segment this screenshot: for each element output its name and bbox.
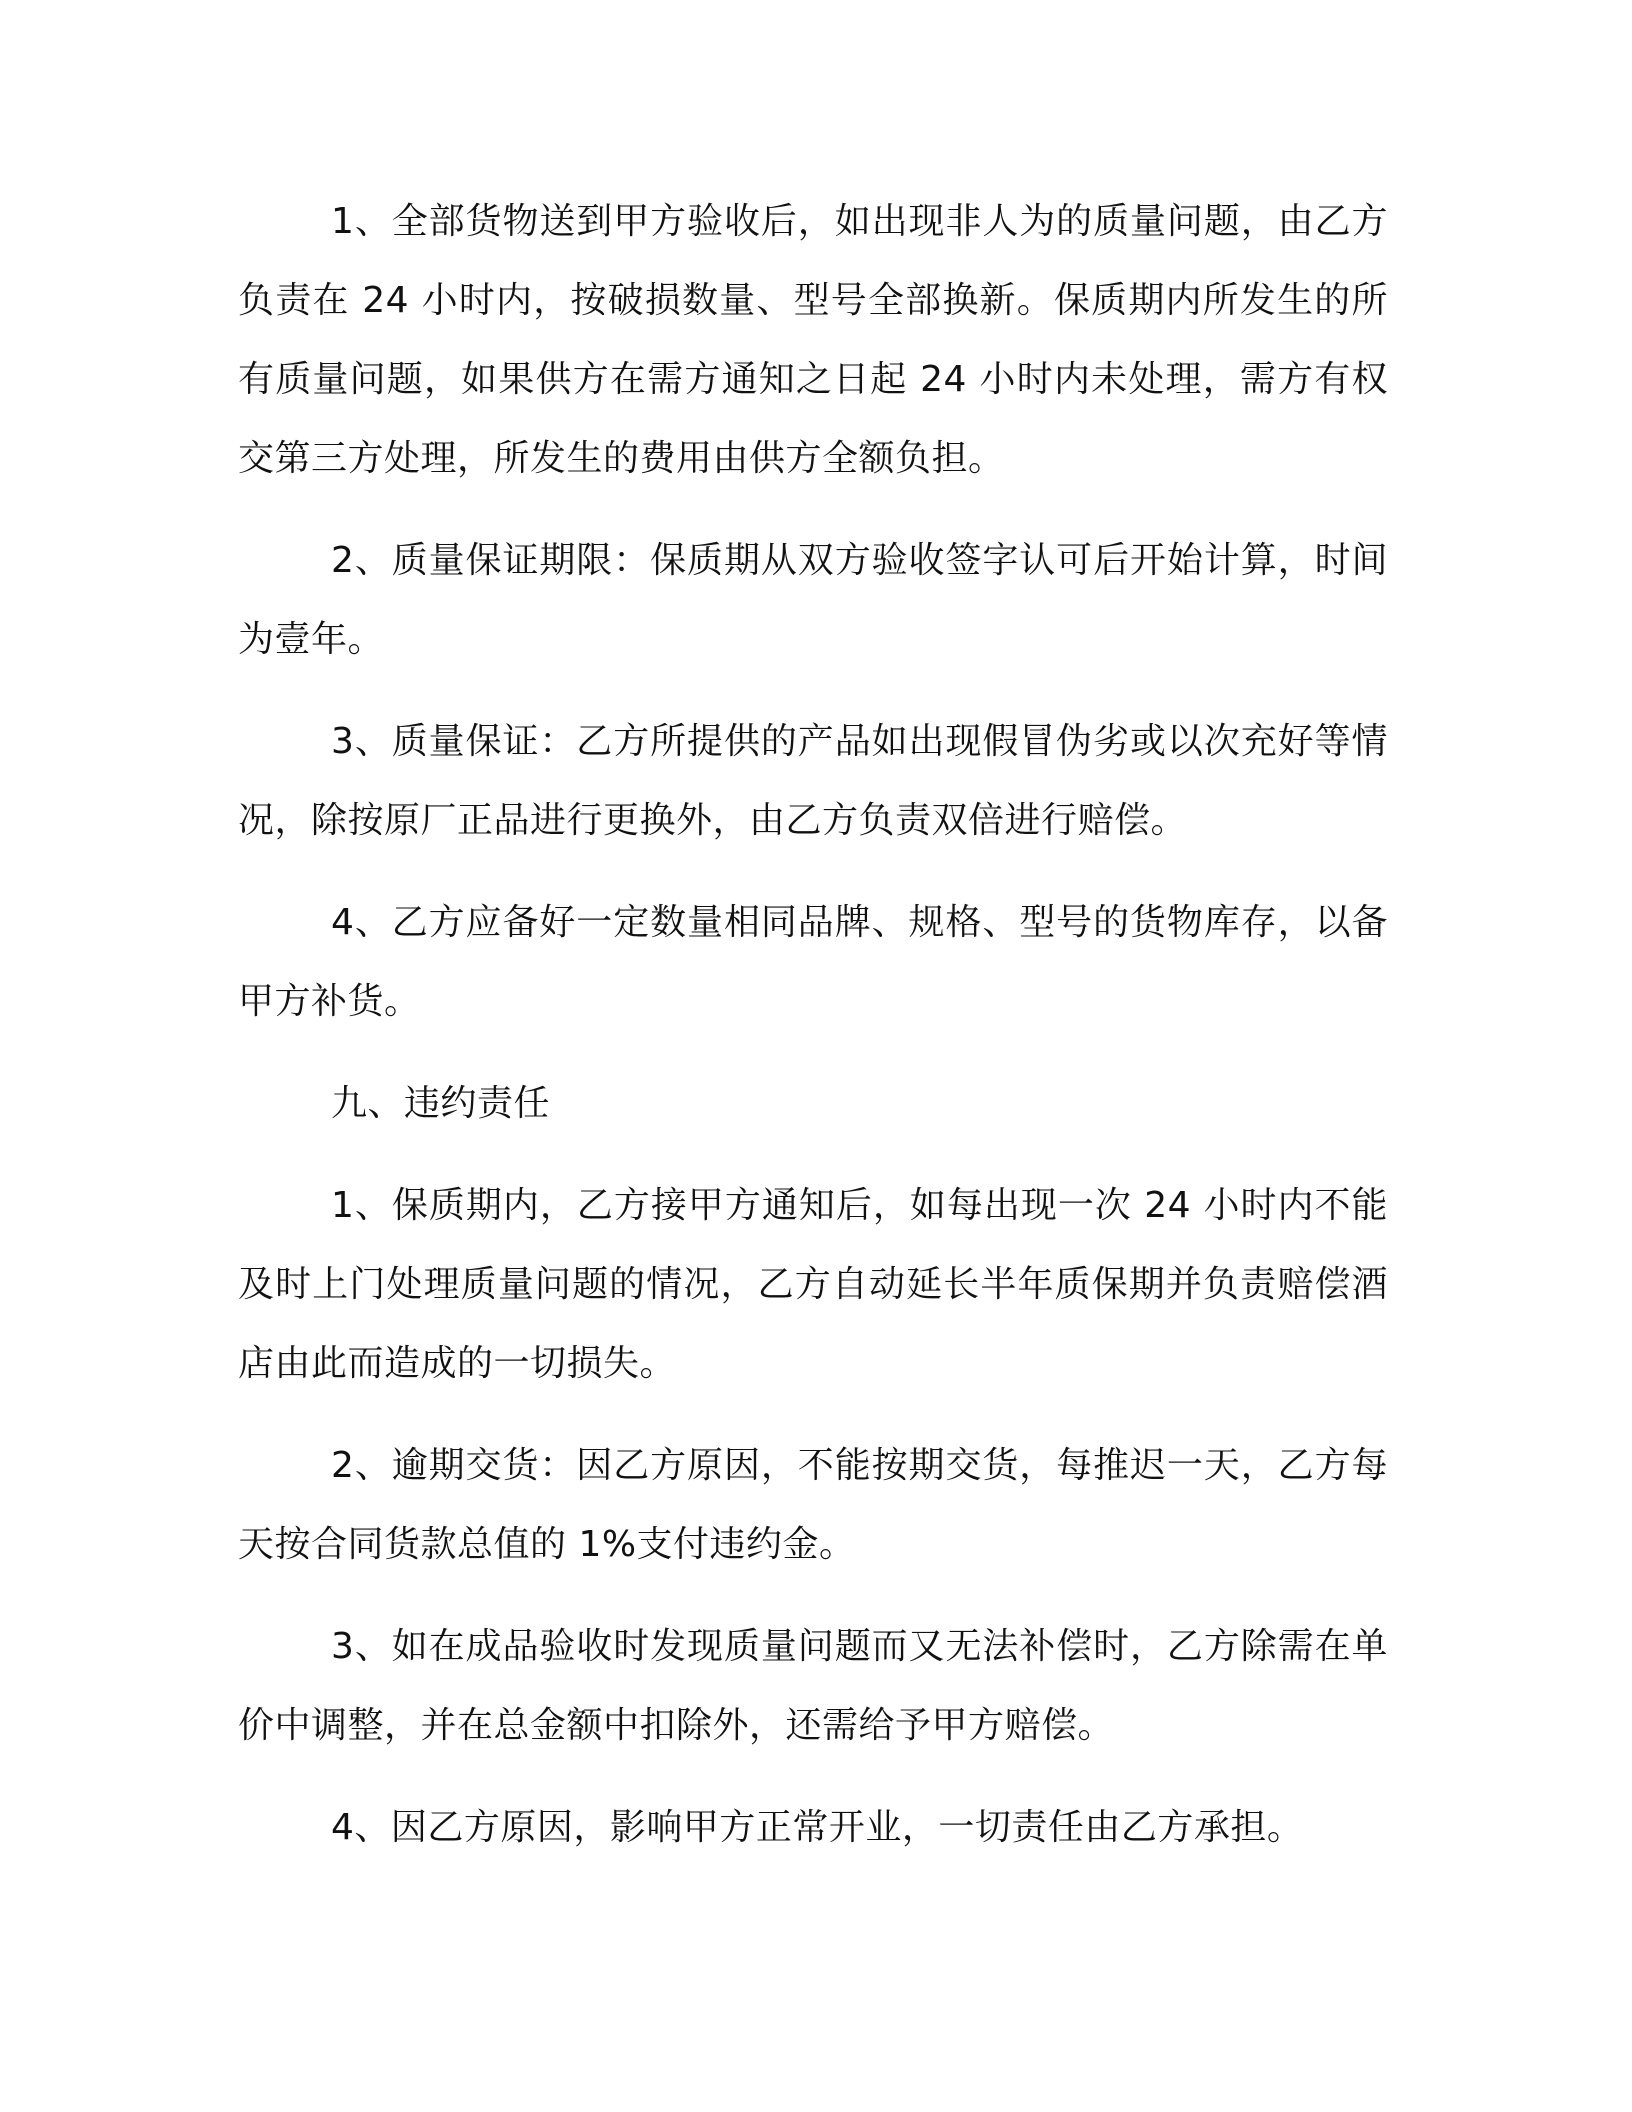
clause-late-delivery: 2、逾期交货：因乙方原因，不能按期交货，每推迟一天，乙方每天按合同货款总值的 1%支付违约金。 [238, 1445, 1388, 1565]
clause-warranty-response: 1、保质期内，乙方接甲方通知后，如每出现一次 24 小时内不能及时上门处理质量问题的情况，乙方自动延长半年质保期并负责赔偿酒店由此而造成的一切损失。 [238, 1185, 1388, 1384]
clause-opening-liability: 4、因乙方原因，影响甲方正常开业，一切责任由乙方承担。 [331, 1807, 1304, 1848]
clause-warranty-period: 2、质量保证期限：保质期从双方验收签字认可后开始计算，时间为壹年。 [238, 540, 1388, 660]
document-body [238, 182, 1388, 1890]
clause-acceptance-compensation: 3、如在成品验收时发现质量问题而又无法补偿时，乙方除需在单价中调整，并在总金额中扣除外，还需给予甲方赔偿。 [238, 1626, 1388, 1746]
clause-quality-guarantee: 3、质量保证：乙方所提供的产品如出现假冒伪劣或以次充好等情况，除按原厂正品进行更换外，由乙方负责双倍进行赔偿。 [238, 721, 1388, 841]
clause-quality-replacement: 1、全部货物送到甲方验收后，如出现非人为的质量问题，由乙方负责在 24 小时内，按破损数量、型号全部换新。保质期内所发生的所有质量问题，如果供方在需方通知之日起 24 小时内未处理，需方有权交第三方处理，所发生的费用由供方全额负担。 [238, 201, 1388, 479]
section-heading-breach-liability: 九、违约责任 [331, 1083, 551, 1124]
clause-stock-reserve: 4、乙方应备好一定数量相同品牌、规格、型号的货物库存，以备甲方补货。 [238, 902, 1388, 1022]
